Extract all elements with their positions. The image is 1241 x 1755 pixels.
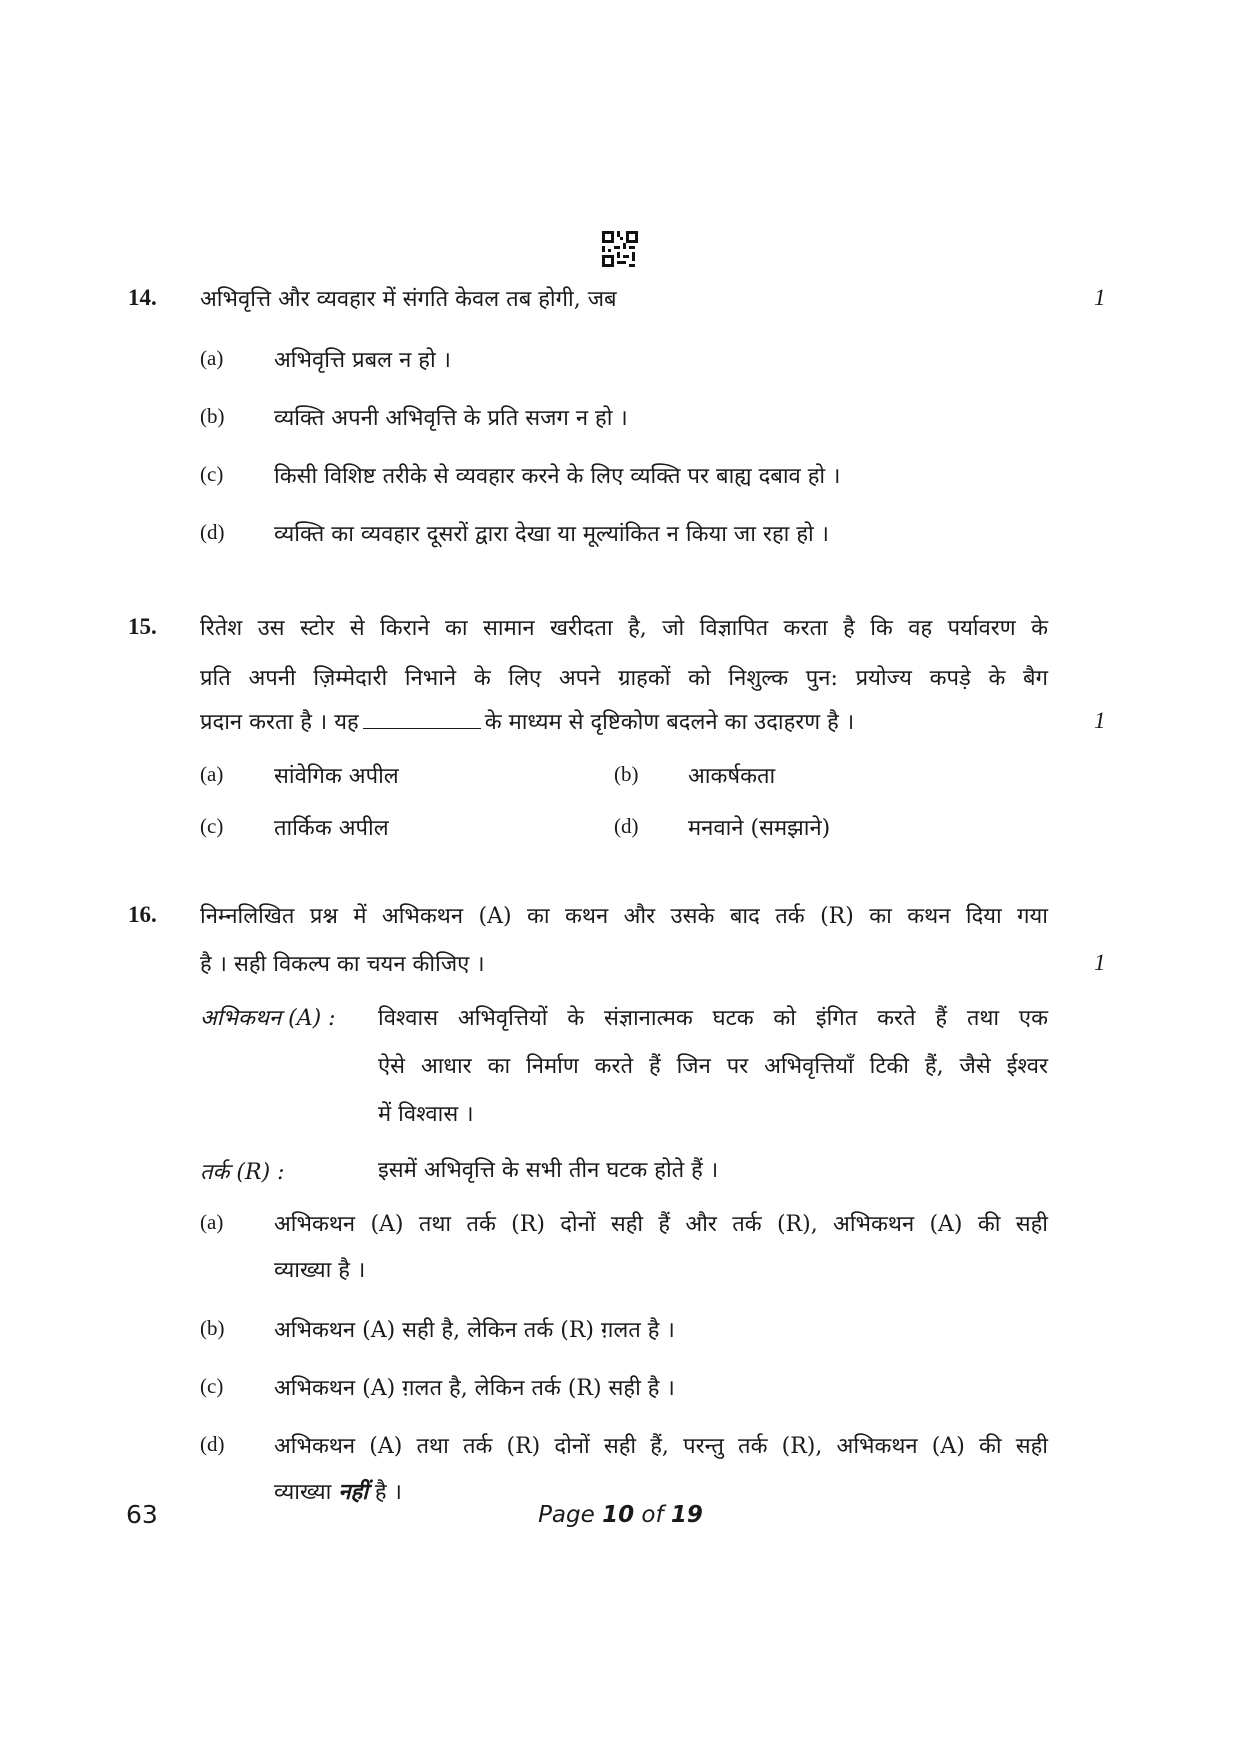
page-total: 19 (670, 1502, 703, 1528)
question-15-line-1: रितेश उस स्टोर से किराने का सामान खरीदता है, जो विज्ञापित करता है कि वह पर्यावरण के (200, 616, 1048, 641)
q16-option-d-line-2-end: है । (374, 1480, 402, 1505)
q16-option-d-line-1: अभिकथन (A) तथा तर्क (R) दोनों सही हैं, परन्तु तर्क (R), अभिकथन (A) की सही (274, 1434, 1048, 1459)
assertion-label: अभिकथन (A) : (200, 1006, 336, 1031)
reason-label: तर्क (R) : (200, 1160, 285, 1185)
q16-option-c-label: (c) (200, 1374, 224, 1398)
question-15-line-3-end: के माध्यम से दृष्टिकोण बदलने का उदाहरण है । (484, 710, 855, 735)
q14-option-a-text: अभिवृत्ति प्रबल न हो । (274, 348, 452, 373)
q14-option-a-label: (a) (200, 346, 224, 370)
q14-option-d-label: (d) (200, 520, 225, 544)
qr-code (602, 230, 638, 268)
q15-option-d-text: मनवाने (समझाने) (688, 816, 831, 841)
question-15-marks: 1 (1094, 708, 1106, 733)
q15-option-c-text: तार्किक अपील (274, 816, 389, 841)
question-16-number: 16. (128, 902, 157, 927)
paper-code: 63 (126, 1500, 158, 1529)
q16-option-a-line-2: व्याख्या है । (274, 1258, 366, 1283)
q15-option-d-label: (d) (614, 814, 639, 838)
question-15-line-2: प्रति अपनी ज़िम्मेदारी निभाने के लिए अपने ग्राहकों को निशुल्क पुन: प्रयोज्य कपड़े के बैग (200, 666, 1048, 691)
question-16-line-2: है । सही विकल्प का चयन कीजिए । (200, 952, 485, 977)
question-14-text: अभिवृत्ति और व्यवहार में संगति केवल तब होगी, जब (200, 287, 617, 312)
page-prefix: Page (538, 1502, 595, 1528)
q14-option-c-label: (c) (200, 462, 224, 486)
q15-option-c-label: (c) (200, 814, 224, 838)
reason-text: इसमें अभिवृत्ति के सभी तीन घटक होते हैं । (378, 1158, 719, 1183)
fill-in-blank (363, 728, 481, 729)
question-15-number: 15. (128, 614, 157, 639)
q16-option-b-label: (b) (200, 1316, 225, 1340)
q14-option-b-text: व्यक्ति अपनी अभिवृत्ति के प्रति सजग न हो । (274, 406, 628, 431)
q14-option-b-label: (b) (200, 404, 225, 428)
page-current: 10 (602, 1502, 635, 1528)
question-14-marks: 1 (1094, 285, 1106, 310)
question-16-marks: 1 (1094, 950, 1106, 975)
q15-option-b-label: (b) (614, 762, 639, 786)
q15-option-a-label: (a) (200, 762, 224, 786)
question-16-line-1: निम्नलिखित प्रश्न में अभिकथन (A) का कथन और उसके बाद तर्क (R) का कथन दिया गया (200, 904, 1048, 929)
assertion-line-2: ऐसे आधार का निर्माण करते हैं जिन पर अभिवृत्तियाँ टिकी हैं, जैसे ईश्वर (378, 1054, 1048, 1079)
emphasis-not: नहीं (338, 1479, 368, 1505)
q16-option-b-text: अभिकथन (A) सही है, लेकिन तर्क (R) ग़लत है । (274, 1318, 675, 1343)
question-15-line-3-start: प्रदान करता है । यह (200, 710, 359, 735)
page-indicator (0, 1502, 1241, 1528)
q16-option-d-line-2-start: व्याख्या (274, 1480, 332, 1505)
q14-option-d-text: व्यक्ति का व्यवहार दूसरों द्वारा देखा या मूल्यांकित न किया जा रहा हो । (274, 522, 830, 547)
q14-option-c-text: किसी विशिष्ट तरीके से व्यवहार करने के लिए व्यक्ति पर बाह्य दबाव हो । (274, 464, 841, 489)
q16-option-a-label: (a) (200, 1210, 224, 1234)
assertion-line-1: विश्वास अभिवृत्तियों के संज्ञानात्मक घटक को इंगित करते हैं तथा एक (378, 1006, 1048, 1031)
q16-option-a-line-1: अभिकथन (A) तथा तर्क (R) दोनों सही हैं और तर्क (R), अभिकथन (A) की सही (274, 1212, 1048, 1237)
q16-option-c-text: अभिकथन (A) ग़लत है, लेकिन तर्क (R) सही है । (274, 1376, 675, 1401)
assertion-line-3: में विश्वास । (378, 1102, 474, 1127)
question-14-number: 14. (128, 285, 157, 310)
q15-option-a-text: सांवेगिक अपील (274, 764, 399, 789)
q16-option-d-label: (d) (200, 1432, 225, 1456)
page-of: of (641, 1502, 664, 1528)
q15-option-b-text: आकर्षकता (688, 764, 776, 789)
question-15-line-3 (200, 706, 854, 736)
